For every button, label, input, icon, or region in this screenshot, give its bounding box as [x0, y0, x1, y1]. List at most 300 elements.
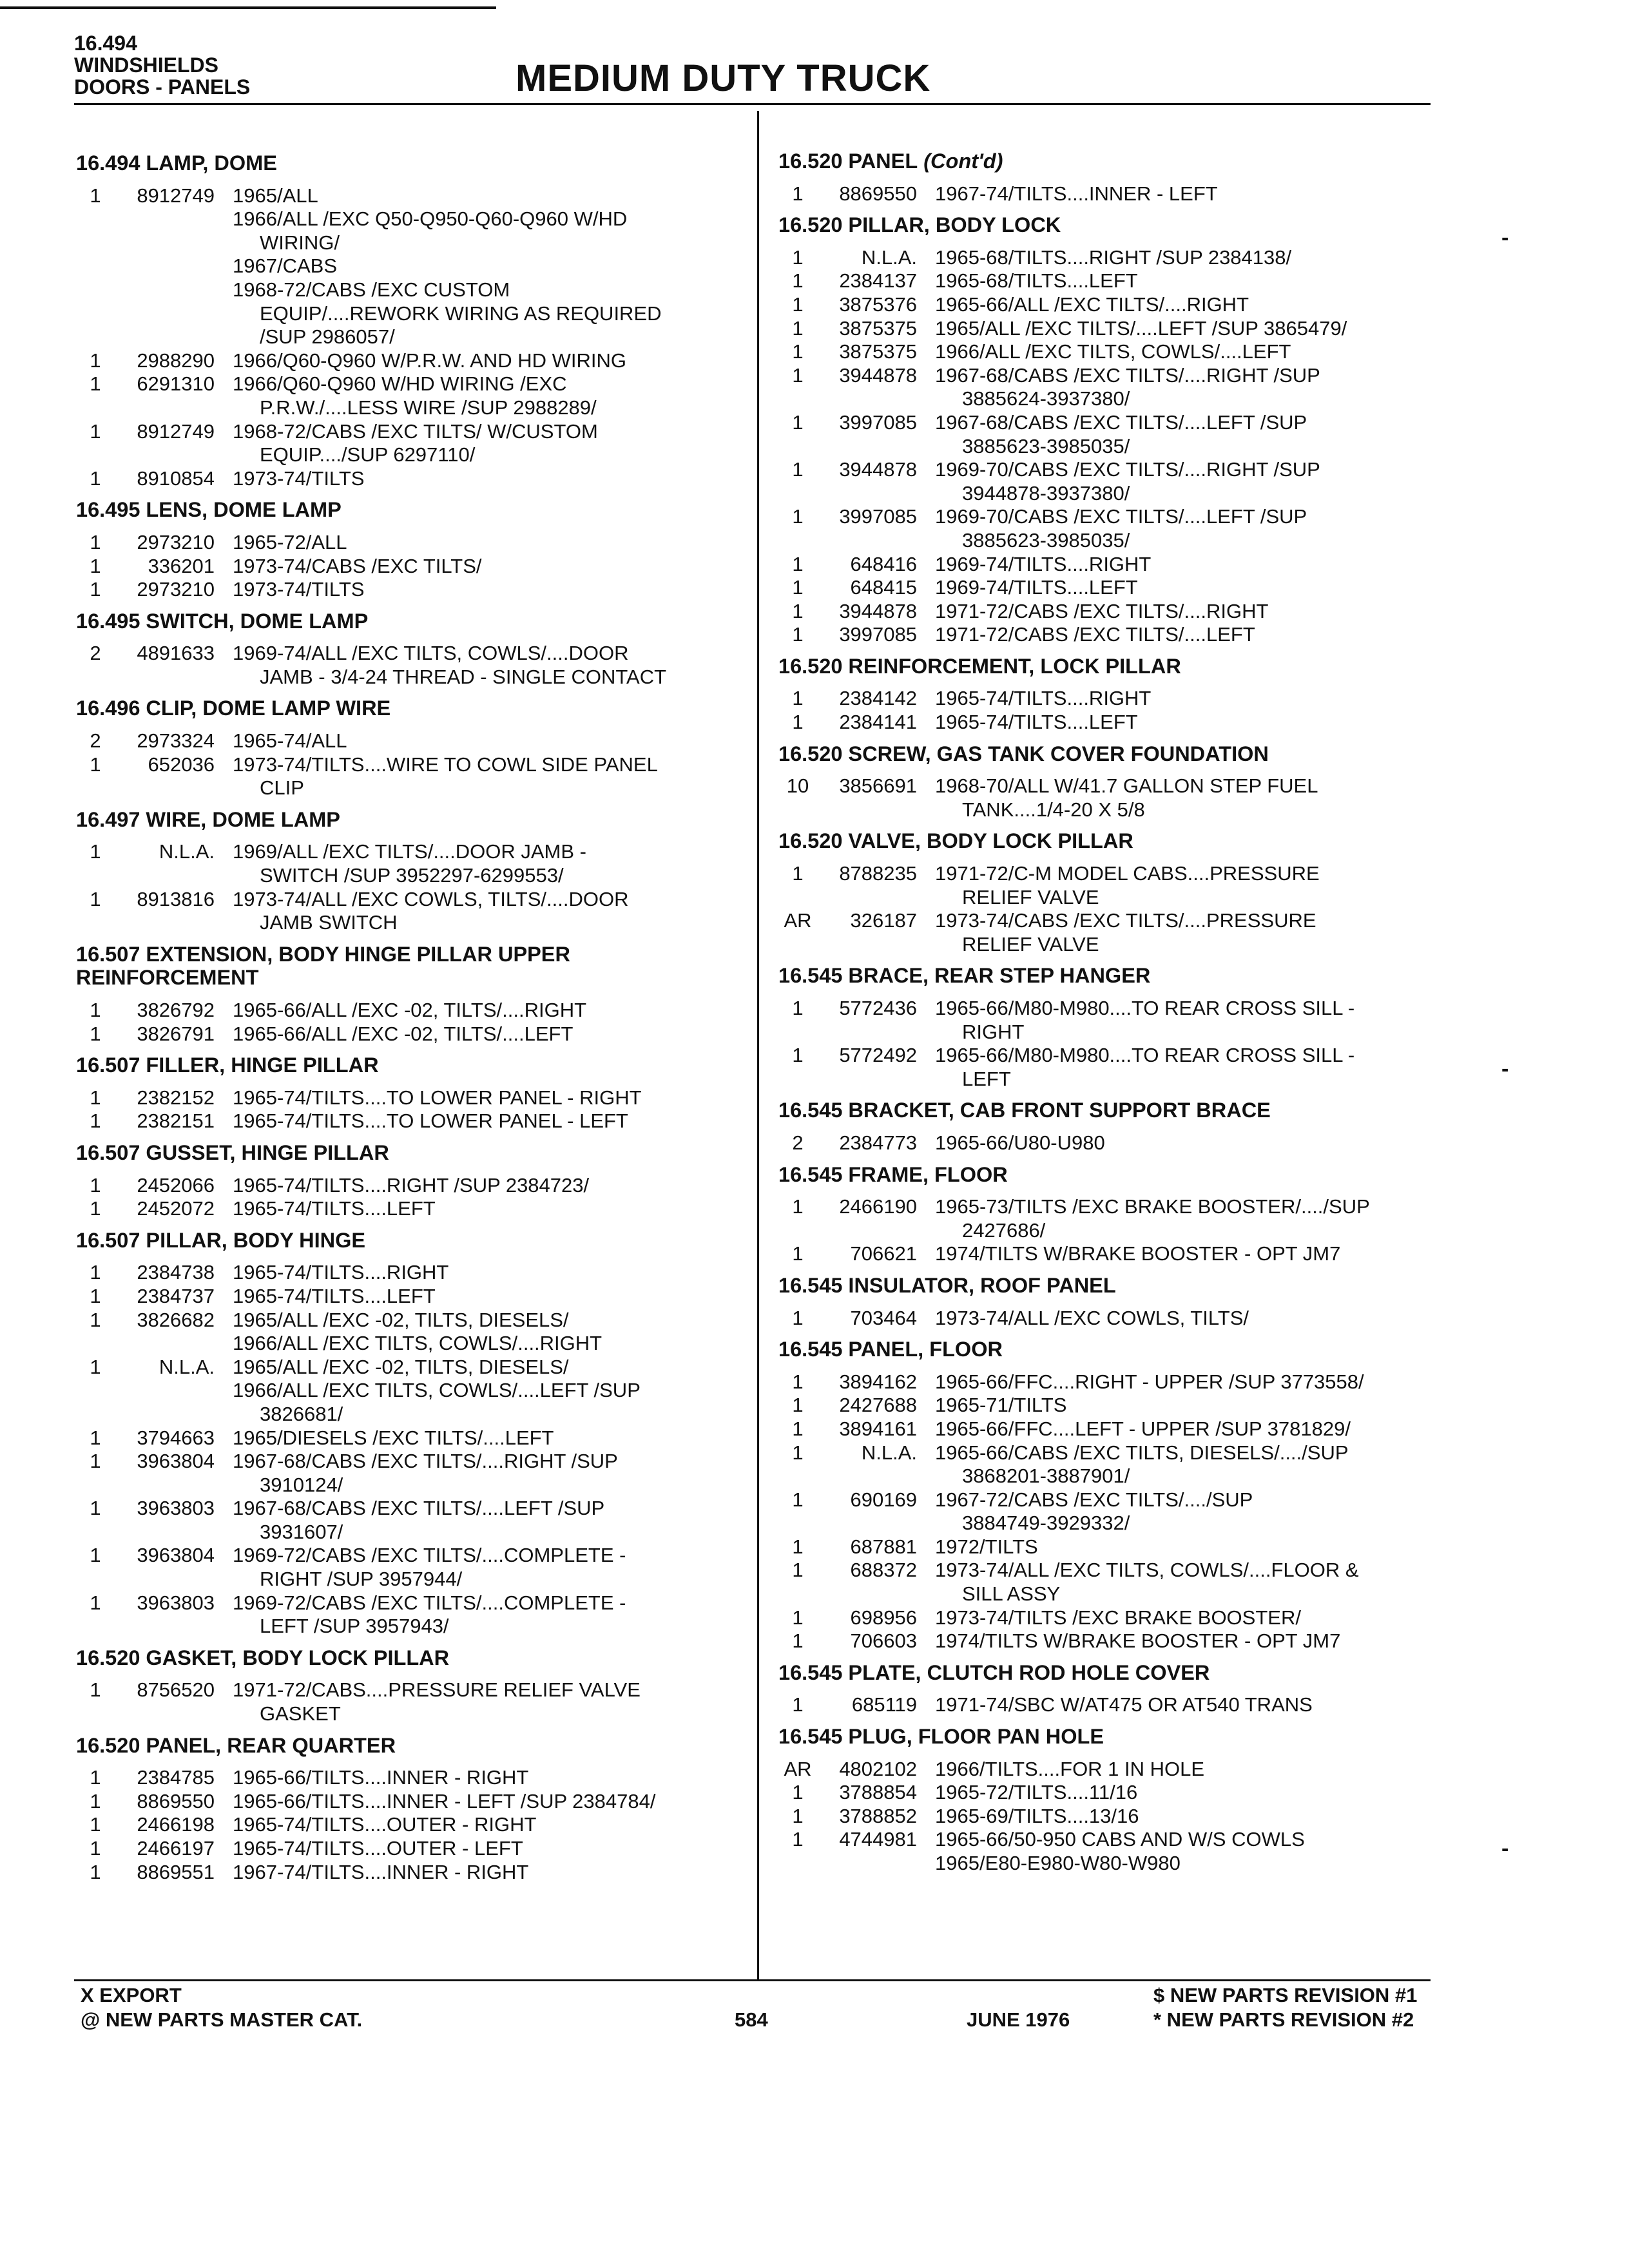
description-line: EQUIP/....REWORK WIRING AS REQUIRED [260, 302, 662, 325]
part-description [935, 1131, 1415, 1155]
part-row [778, 600, 1436, 624]
top-rule [0, 6, 496, 9]
part-row [76, 642, 733, 689]
part-row [778, 687, 1436, 711]
part-number: 8869550 [839, 182, 917, 205]
description-line: JAMB SWITCH [260, 911, 398, 934]
description-line: 1965-74/TILTS....LEFT [935, 711, 1138, 734]
part-quantity: 1 [90, 372, 101, 396]
description-line: 1967-68/CABS /EXC TILTS/....LEFT /SUP [233, 1497, 605, 1520]
part-row [76, 1497, 733, 1544]
part-number: 3963804 [137, 1544, 215, 1567]
description-line: 1973-74/ALL /EXC TILTS, COWLS/....FLOOR & [935, 1559, 1359, 1582]
part-number: 3826682 [137, 1308, 215, 1331]
part-number: 2384738 [137, 1261, 215, 1284]
description-line: SWITCH /SUP 3952297-6299553/ [260, 864, 564, 887]
part-number: 3997085 [839, 623, 917, 646]
part-number: 6291310 [137, 372, 215, 396]
group-windshields: WINDSHIELDS [74, 53, 218, 77]
part-number: 3826792 [137, 999, 215, 1021]
part-row [76, 467, 733, 491]
part-number: 2384137 [839, 269, 917, 293]
part-number: 648415 [850, 576, 917, 599]
part-description [935, 1044, 1415, 1091]
part-number: N.L.A. [861, 245, 917, 269]
description-line: 1973-74/CABS /EXC TILTS/....PRESSURE [935, 909, 1316, 932]
part-quantity: 1 [792, 1781, 804, 1804]
part-number: 2382152 [137, 1086, 215, 1109]
part-description [935, 1828, 1415, 1875]
part-description [935, 1195, 1415, 1242]
part-row [778, 997, 1436, 1044]
part-number: 3875375 [839, 340, 917, 363]
description-line: LEFT [962, 1067, 1011, 1090]
description-line: 1973-74/CABS /EXC TILTS/ [233, 554, 482, 577]
part-number: 706621 [850, 1242, 917, 1265]
section-title: 16.507 FILLER, HINGE PILLAR [76, 1053, 379, 1077]
part-quantity: 1 [90, 554, 101, 577]
part-row [76, 555, 733, 579]
part-description [935, 1693, 1415, 1717]
part-quantity: 1 [792, 316, 804, 340]
part-quantity: 1 [90, 1766, 101, 1789]
part-quantity: 1 [90, 1197, 101, 1220]
description-line: 1965-74/TILTS....TO LOWER PANEL - RIGHT [233, 1086, 642, 1109]
part-quantity: 1 [90, 1860, 101, 1883]
part-description [935, 411, 1415, 458]
part-description [233, 1837, 713, 1861]
margin-mark: - [1501, 226, 1509, 250]
part-number: 685119 [851, 1693, 917, 1716]
part-number: 2973324 [137, 729, 215, 753]
part-description [233, 531, 713, 555]
part-description [233, 1427, 713, 1450]
part-description [935, 1629, 1415, 1653]
part-quantity: 1 [792, 1394, 804, 1417]
part-quantity: 1 [792, 340, 804, 363]
part-number: 8912749 [137, 184, 215, 207]
description-line: 1965-66/M80-M980....TO REAR CROSS SILL - [935, 1044, 1355, 1067]
part-row [76, 1450, 733, 1497]
part-quantity: AR [784, 1757, 812, 1780]
description-line: P.R.W./....LESS WIRE /SUP 2988289/ [260, 396, 597, 419]
description-line: 1965-74/TILTS....TO LOWER PANEL - LEFT [233, 1110, 628, 1133]
part-quantity: 1 [792, 363, 804, 387]
description-line: 3868201-3887901/ [962, 1465, 1130, 1488]
section-heading [778, 964, 1436, 988]
section-heading [76, 697, 733, 720]
part-quantity: 1 [792, 862, 804, 885]
description-line: 1965-66/TILTS....INNER - RIGHT [233, 1766, 529, 1789]
description-line: 1965-68/TILTS....LEFT [935, 269, 1138, 293]
part-description [233, 349, 713, 373]
revision-notes [1153, 1983, 1417, 2032]
part-number: 8756520 [137, 1678, 215, 1702]
part-description [233, 1309, 713, 1356]
part-row [76, 1086, 733, 1110]
description-line: 1967/CABS [233, 255, 337, 278]
part-quantity: 1 [792, 1535, 804, 1558]
section-title: 16.545 FRAME, FLOOR [778, 1162, 1008, 1186]
part-quantity: 1 [792, 552, 804, 575]
description-line: 3910124/ [260, 1473, 343, 1496]
section-title: 16.545 BRACE, REAR STEP HANGER [778, 964, 1151, 988]
description-line: 1973-74/TILTS....WIRE TO COWL SIDE PANEL [233, 753, 658, 776]
part-row [76, 999, 733, 1023]
description-line: 1973-74/TILTS /EXC BRAKE BOOSTER/ [935, 1606, 1301, 1629]
part-description [233, 1766, 713, 1790]
footer-notes [81, 1983, 362, 2032]
part-number: 698956 [850, 1606, 917, 1629]
part-quantity: 1 [90, 1173, 101, 1196]
part-description [935, 1242, 1415, 1266]
part-row [778, 1693, 1436, 1717]
part-quantity: 1 [792, 623, 804, 646]
description-line: 1965-66/TILTS....INNER - LEFT /SUP 2384784/ [233, 1789, 656, 1812]
description-line: GASKET [260, 1702, 341, 1725]
part-row [778, 1307, 1436, 1331]
part-quantity: 1 [792, 576, 804, 599]
part-description [233, 184, 713, 349]
part-row [76, 1023, 733, 1046]
description-line: 1965-74/TILTS....RIGHT [935, 687, 1152, 710]
description-line: 1967-68/CABS /EXC TILTS/....RIGHT /SUP [233, 1450, 618, 1473]
part-description [233, 1790, 713, 1814]
part-row [778, 1629, 1436, 1653]
part-description [935, 1606, 1415, 1630]
section-title: 16.520 SCREW, GAS TANK COVER FOUNDATION [778, 742, 1269, 765]
part-quantity: 2 [90, 642, 101, 665]
description-line: 1965-66/FFC....RIGHT - UPPER /SUP 3773558/ [935, 1370, 1364, 1393]
section-title: 16.520 GASKET, BODY LOCK PILLAR [76, 1646, 450, 1669]
part-number: 3997085 [839, 505, 917, 528]
description-line: 1965/DIESELS /EXC TILTS/....LEFT [233, 1426, 554, 1449]
description-line: 1969-74/TILTS....LEFT [935, 576, 1138, 599]
part-description [935, 1758, 1415, 1782]
part-row [76, 1813, 733, 1837]
description-line: 1965-74/TILTS....LEFT [233, 1284, 436, 1307]
part-description [935, 623, 1415, 647]
description-line: 1965-66/M80-M980....TO REAR CROSS SILL - [935, 997, 1355, 1019]
part-number: 648416 [850, 552, 917, 575]
part-row [778, 1488, 1436, 1535]
part-quantity: 1 [792, 997, 804, 1019]
part-row [778, 269, 1436, 293]
part-quantity: 1 [90, 1261, 101, 1284]
description-line: 1965/ALL /EXC -02, TILTS, DIESELS/ [233, 1355, 569, 1378]
description-line: 1971-72/CABS....PRESSURE RELIEF VALVE [233, 1678, 641, 1702]
description-line: /SUP 2986057/ [260, 325, 395, 349]
description-line: 3944878-3937380/ [962, 481, 1130, 505]
section-heading [778, 1661, 1436, 1685]
part-number: 2466190 [839, 1195, 917, 1218]
part-quantity: 1 [792, 1242, 804, 1265]
part-description [233, 467, 713, 491]
section-title: 16.495 LENS, DOME LAMP [76, 498, 342, 522]
part-description [233, 1861, 713, 1885]
part-row [76, 1790, 733, 1814]
description-line: EQUIP..../SUP 6297110/ [260, 443, 476, 466]
part-number: 3944878 [839, 458, 917, 481]
part-row [778, 293, 1436, 317]
section-heading [76, 151, 733, 175]
description-line: 1966/ALL /EXC TILTS, COWLS/....RIGHT [233, 1332, 602, 1355]
part-row [76, 1174, 733, 1198]
description-line: 1967-74/TILTS....INNER - RIGHT [233, 1860, 529, 1883]
description-line: 1965-72/TILTS....11/16 [935, 1781, 1138, 1804]
part-row [778, 1828, 1436, 1875]
part-number: 3875375 [839, 316, 917, 340]
section-heading [778, 829, 1436, 853]
part-description [935, 246, 1415, 270]
part-number: 2452072 [137, 1197, 215, 1220]
section-heading [778, 655, 1436, 678]
part-description [935, 1307, 1415, 1331]
part-row [76, 420, 733, 467]
part-row [76, 840, 733, 887]
part-quantity: 1 [792, 711, 804, 734]
part-row [76, 888, 733, 935]
part-number: 2452066 [137, 1173, 215, 1196]
part-row [778, 411, 1436, 458]
part-description [935, 997, 1415, 1044]
description-line: 1965-68/TILTS....RIGHT /SUP 2384138/ [935, 245, 1292, 269]
part-quantity: 2 [792, 1131, 804, 1154]
description-line: WIRING/ [260, 231, 340, 254]
part-quantity: 1 [792, 505, 804, 528]
part-number: 3794663 [137, 1426, 215, 1449]
description-line: 1974/TILTS W/BRAKE BOOSTER - OPT JM7 [935, 1629, 1341, 1653]
part-quantity: 1 [792, 182, 804, 205]
part-row [76, 1837, 733, 1861]
part-row [76, 753, 733, 800]
export-note: X EXPORT [81, 1984, 182, 2006]
part-quantity: 1 [90, 1813, 101, 1836]
description-line: 1965-74/ALL [233, 729, 347, 753]
part-quantity: 1 [792, 458, 804, 481]
part-number: N.L.A. [159, 840, 215, 863]
description-line: 1971-74/SBC W/AT475 OR AT540 TRANS [935, 1693, 1313, 1716]
part-row [778, 862, 1436, 909]
part-quantity: 1 [792, 1044, 804, 1067]
part-row [778, 1758, 1436, 1782]
part-description [935, 909, 1415, 956]
description-line: 1973-74/ALL /EXC COWLS, TILTS/ [935, 1306, 1249, 1329]
part-quantity: 1 [90, 349, 101, 372]
part-row [76, 1544, 733, 1591]
section-title: 16.494 LAMP, DOME [76, 151, 277, 175]
part-row [76, 1197, 733, 1221]
description-line: RIGHT /SUP 3957944/ [260, 1568, 463, 1591]
revision-1-note: $ NEW PARTS REVISION #1 [1153, 1984, 1418, 2006]
description-line: 1965/ALL /EXC TILTS/....LEFT /SUP 3865479/ [935, 316, 1347, 340]
section-title: 16.520 PILLAR, BODY LOCK [778, 213, 1061, 237]
part-quantity: 1 [90, 887, 101, 910]
right-column [778, 149, 1436, 1876]
part-description [935, 711, 1415, 735]
part-row [778, 1044, 1436, 1091]
part-row [778, 246, 1436, 270]
part-quantity: 1 [792, 599, 804, 622]
part-description [233, 1086, 713, 1110]
description-line: 1965-73/TILTS /EXC BRAKE BOOSTER/..../SUP [935, 1195, 1370, 1218]
section-heading [778, 742, 1436, 766]
part-row [76, 1356, 733, 1427]
part-number: 2988290 [137, 349, 215, 372]
section-title: 16.496 CLIP, DOME LAMP WIRE [76, 697, 391, 720]
section-heading [76, 808, 733, 832]
part-quantity: 1 [792, 1488, 804, 1511]
part-number: 8788235 [839, 862, 917, 885]
part-row [778, 458, 1436, 505]
part-number: 8912749 [137, 419, 215, 443]
part-quantity: 1 [90, 1591, 101, 1614]
part-quantity: 1 [792, 410, 804, 434]
part-number: 687881 [850, 1535, 917, 1558]
part-row [778, 576, 1436, 600]
section-title: 16.545 PLUG, FLOOR PAN HOLE [778, 1725, 1104, 1749]
part-description [935, 182, 1415, 206]
description-line: 1965-66/ALL /EXC -02, TILTS/....RIGHT [233, 999, 587, 1021]
section-title: 16.545 INSULATOR, ROOF PANEL [778, 1273, 1116, 1297]
section-title: 16.507 EXTENSION, BODY HINGE PILLAR UPPER REINFORCEMENT [76, 942, 570, 990]
part-row [778, 1606, 1436, 1630]
description-line: 1969-72/CABS /EXC TILTS/....COMPLETE - [233, 1591, 626, 1614]
section-heading [76, 1053, 733, 1077]
description-line: 1965-66/U80-U980 [935, 1131, 1105, 1154]
part-row [778, 553, 1436, 577]
description-line: 1966/Q60-Q960 W/HD WIRING /EXC [233, 372, 567, 396]
description-line: 1965/ALL [233, 184, 318, 207]
part-number: 3944878 [839, 599, 917, 622]
part-number: 2466197 [137, 1837, 215, 1860]
description-line: 1969-74/TILTS....RIGHT [935, 552, 1152, 575]
section-heading [778, 1725, 1436, 1749]
part-row [76, 578, 733, 602]
part-number: 3997085 [839, 410, 917, 434]
part-description [935, 340, 1415, 364]
part-row [76, 1285, 733, 1309]
section-heading [778, 1274, 1436, 1298]
revision-2-note: * NEW PARTS REVISION #2 [1153, 2008, 1414, 2031]
part-quantity: 1 [90, 1497, 101, 1520]
part-description [935, 1441, 1415, 1488]
part-row [76, 372, 733, 419]
part-number: 2466198 [137, 1813, 215, 1836]
part-description [935, 269, 1415, 293]
part-row [76, 184, 733, 349]
description-line: 1965-74/TILTS....RIGHT [233, 1261, 449, 1284]
part-quantity: 1 [792, 1417, 804, 1440]
part-quantity: 10 [786, 774, 809, 798]
part-number: 2384141 [839, 711, 917, 734]
description-line: 1967-68/CABS /EXC TILTS/....LEFT /SUP [935, 410, 1307, 434]
part-quantity: 1 [90, 419, 101, 443]
part-row [778, 1441, 1436, 1488]
description-line: 1972/TILTS [935, 1535, 1038, 1558]
description-line: 3885624-3937380/ [962, 387, 1130, 410]
part-number: 8913816 [137, 887, 215, 910]
part-row [778, 364, 1436, 411]
description-line: 1965-74/TILTS....OUTER - RIGHT [233, 1813, 537, 1836]
part-description [233, 729, 713, 753]
part-row [778, 711, 1436, 735]
description-line: 1973-74/TILTS [233, 466, 365, 490]
description-line: RELIEF VALVE [962, 932, 1099, 956]
description-line: SILL ASSY [962, 1582, 1061, 1606]
description-line: 1965/ALL /EXC -02, TILTS, DIESELS/ [233, 1308, 569, 1331]
part-number: 8869551 [137, 1860, 215, 1883]
part-description [233, 1023, 713, 1046]
part-number: 3963803 [137, 1497, 215, 1520]
section-heading [76, 1646, 733, 1670]
part-description [233, 372, 713, 419]
description-line: 1969/ALL /EXC TILTS/....DOOR JAMB - [233, 840, 586, 863]
section-heading [76, 1141, 733, 1165]
part-description [935, 576, 1415, 600]
part-row [76, 531, 733, 555]
part-row [76, 1110, 733, 1133]
part-quantity: 1 [792, 1804, 804, 1827]
margin-mark: - [1501, 1836, 1509, 1861]
part-quantity: 1 [792, 1306, 804, 1329]
part-description [233, 1285, 713, 1309]
part-quantity: 1 [90, 999, 101, 1021]
part-description [233, 642, 713, 689]
description-line: 1968-72/CABS /EXC CUSTOM [233, 278, 510, 301]
description-line: 1968-70/ALL W/41.7 GALLON STEP FUEL [935, 774, 1318, 798]
section-heading [778, 1163, 1436, 1187]
section-heading [778, 213, 1436, 237]
page-date: JUNE 1976 [967, 2008, 1070, 2031]
part-quantity: 1 [792, 269, 804, 293]
part-number: 2384142 [839, 687, 917, 710]
part-number: 706603 [850, 1629, 917, 1653]
part-description [233, 1497, 713, 1544]
part-number: 2382151 [137, 1110, 215, 1133]
part-description [233, 753, 713, 800]
part-row [76, 349, 733, 373]
description-line: 1971-72/CABS /EXC TILTS/....RIGHT [935, 599, 1269, 622]
part-description [233, 1110, 713, 1133]
description-line: 1971-72/C-M MODEL CABS....PRESSURE [935, 862, 1320, 885]
part-number: 3894161 [839, 1417, 917, 1440]
part-description [935, 1535, 1415, 1559]
description-line: 3826681/ [260, 1402, 343, 1425]
part-row [778, 623, 1436, 647]
description-line: 1973-74/ALL /EXC COWLS, TILTS/....DOOR [233, 887, 629, 910]
part-quantity: 1 [90, 1789, 101, 1812]
part-number: 703464 [850, 1306, 917, 1329]
part-quantity: 1 [792, 687, 804, 710]
part-description [233, 555, 713, 579]
part-number: 2973210 [137, 578, 215, 601]
part-quantity: 1 [90, 530, 101, 553]
section-title: 16.545 PLATE, CLUTCH ROD HOLE COVER [778, 1660, 1210, 1684]
part-description [935, 1418, 1415, 1441]
description-line: 1965-66/FFC....LEFT - UPPER /SUP 3781829/ [935, 1417, 1351, 1440]
page-code: 16.494 [74, 32, 137, 55]
part-quantity: 1 [792, 1629, 804, 1653]
description-line: 3885623-3985035/ [962, 434, 1130, 457]
header-section-info [74, 32, 250, 98]
description-line: 1967-74/TILTS....INNER - LEFT [935, 182, 1218, 205]
part-quantity: 1 [792, 1828, 804, 1851]
part-quantity: 1 [90, 578, 101, 601]
left-column [76, 151, 733, 1884]
section-title: 16.507 PILLAR, BODY HINGE [76, 1228, 366, 1252]
part-number: 2384737 [137, 1284, 215, 1307]
